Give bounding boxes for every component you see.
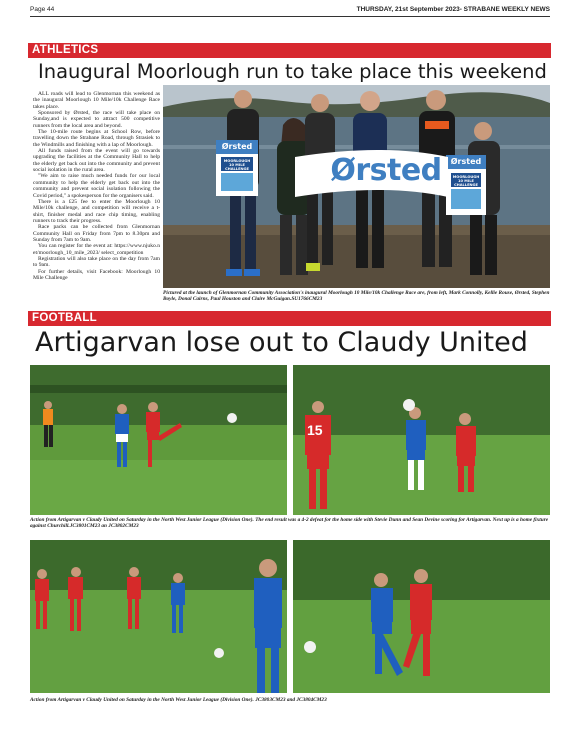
article-paragraph: The 10-mile route begins at School Row, before travelling down the Strabane Road, through Strasiek to the Windmills and finishing with a lap of Moorlough.: [33, 129, 160, 148]
football-headline: Artigarvan lose out to Claudy United: [35, 327, 528, 358]
sign-left-text: MOORLOUGH 10 MILE CHALLENGE: [223, 159, 251, 171]
ball: [403, 399, 415, 411]
football-caption-1: Action from Artigarvan v Claudy United on Saturday in the North West Junior League (Division One). The end result was a 4-2 defeat for the home side with Stevie Dunn and Sean Devine scoring for Artigarvan. Next up is a home fixture against Churchill.JC3801CM23 an JC3802CM23: [30, 517, 549, 530]
article-paragraph: All funds raised from the event will go towards upgrading the facilities at the Community Hall to help the elderly get back out into the community and prevent social isolation in the rural area.: [33, 148, 160, 174]
sign-right-brand: Ørsted: [450, 157, 482, 166]
athletics-article: [33, 91, 160, 281]
athletics-photo-caption: Pictured at the launch of Glenmornan Community Association's inaugural Moorlough 10 Mile/10k Challenge Race are, from left, Mark Connolly, Kellie Rouse, Ørsted, Stephen Boyle, Donal Cairns, Paul Houston and Claire McGuigan.SU1766CM23: [163, 290, 550, 303]
football-photo-3: [30, 540, 287, 693]
football-photo-1: [30, 365, 287, 515]
page-number: Page 44: [30, 6, 55, 13]
article-paragraph: ALL roads will lead to Glenmornan this weekend as the inaugural Moorlough 10 Mile/10k Challenge Race takes place.: [33, 91, 160, 110]
shirt-number: 15: [307, 422, 323, 438]
football-caption-2: Action from Artigarvan v Claudy United on Saturday in the North West Junior League (Division One). JC3803CM23 and JC3804CM23: [30, 697, 327, 703]
football-photo-2: [293, 365, 550, 515]
header-rule: [30, 16, 550, 17]
article-paragraph: You can register for the event at: https://www.njuko.net/moorlough_10_mile_2023/ select_competition: [33, 243, 160, 256]
dateline: THURSDAY, 21st September 2023- STRABANE WEEKLY NEWS: [356, 6, 550, 13]
banner-brand-text: Ørsted: [330, 153, 442, 188]
article-paragraph: Race packs can be collected from Glenmornan Community Hall on Friday from 7pm to 8.30pm and Sunday from 7am to 9am.: [33, 224, 160, 243]
article-paragraph: "We aim to raise much needed funds for our local community to help the elderly get back out into the community and prevent social isolation following the Covid period," a spokesperson for the organisers said.: [33, 173, 160, 199]
ball: [214, 648, 224, 658]
athletics-photo: [163, 85, 550, 288]
article-paragraph: For further details, visit Facebook: Moorlough 10 Mile Challenge: [33, 268, 160, 281]
sign-right-text: MOORLOUGH 10 MILE CHALLENGE: [452, 175, 480, 187]
football-photo-4: [293, 540, 550, 693]
athletics-headline: Inaugural Moorlough run to take place this weekend: [38, 60, 547, 83]
article-paragraph: Registration will also take place on the day from 7am to 9am.: [33, 255, 160, 269]
sign-left-brand: Ørsted: [221, 142, 253, 151]
article-paragraph: There is a £25 fee to enter the Moorlough 10 Mile/10k challenge, and competition will receive a t-shirt, finisher medal and race chip timing, enabling runners to track their progress.: [33, 198, 160, 224]
section-label-football: FOOTBALL: [28, 311, 551, 326]
article-paragraph: Sponsored by Ørsted, the race will take place on Sunday,and is expected to attract 500 competitive runners from the local area and beyond.: [33, 110, 160, 129]
section-label-athletics: ATHLETICS: [28, 43, 551, 58]
ball: [304, 641, 316, 653]
ball: [227, 413, 237, 423]
